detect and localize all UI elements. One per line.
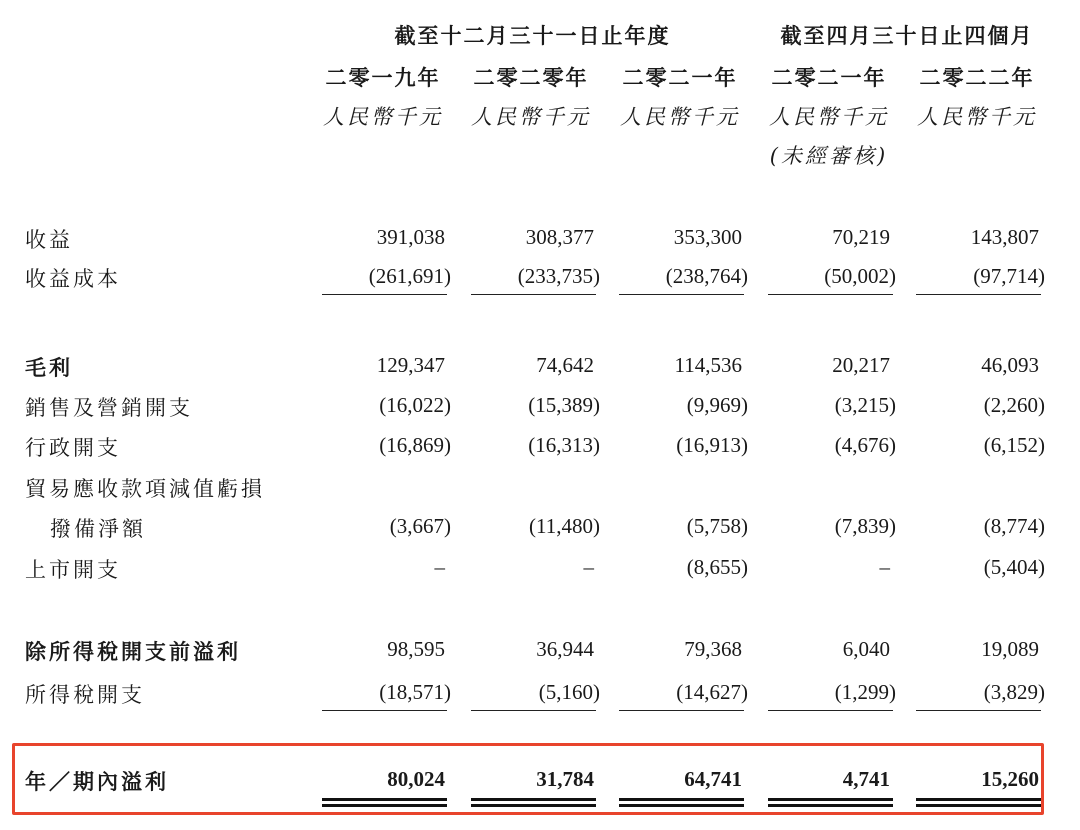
cell-revenue-4m-2022: 143,807 (970, 225, 1039, 249)
row-label-admin-expenses: 行政開支 (25, 436, 121, 460)
cell-listing-2019: – (434, 555, 445, 579)
row-label-cost-of-revenue: 收益成本 (25, 267, 121, 291)
cell-selling-4m-2022: (2,260) (983, 393, 1045, 417)
cell-listing-4m-2021: – (879, 555, 890, 579)
cell-gross-2019: 129,347 (376, 353, 445, 377)
cell-pbt-4m-2021: 6,040 (842, 637, 890, 661)
header-unit-2019: 人民幣千元 (323, 105, 443, 129)
cell-gross-4m-2021: 20,217 (832, 353, 890, 377)
header-unaudited-note: (未經審核) (769, 144, 889, 168)
cell-selling-2019: (16,022) (379, 393, 451, 417)
profit-highlight-box (12, 743, 1044, 815)
cell-provision-4m-2022: (8,774) (983, 514, 1045, 538)
row-label-provision-net: 撥備淨額 (50, 517, 146, 541)
cell-provision-2020: (11,480) (529, 514, 600, 538)
cell-admin-2019: (16,869) (379, 433, 451, 457)
cell-cost-2020: (233,735) (517, 264, 600, 288)
header-unit-2022-four-months: 人民幣千元 (917, 105, 1037, 129)
rule-cost-2019 (322, 294, 447, 295)
rule-tax-4m-2021 (768, 710, 893, 711)
cell-profit-2020: 31,784 (536, 767, 594, 791)
cell-cost-4m-2022: (97,714) (973, 264, 1045, 288)
row-label-impairment: 貿易應收款項減值虧損 (25, 477, 265, 501)
rule-tax-2019 (322, 710, 447, 711)
header-year-2021: 二零二一年 (622, 65, 738, 90)
rule-tax-4m-2022 (916, 710, 1041, 711)
cell-admin-2020: (16,313) (528, 433, 600, 457)
cell-tax-2020: (5,160) (538, 680, 600, 704)
row-label-revenue: 收益 (25, 228, 73, 252)
cell-pbt-2021: 79,368 (684, 637, 742, 661)
rule-tax-2020 (471, 710, 596, 711)
header-year-2020: 二零二零年 (473, 65, 589, 90)
cell-admin-4m-2022: (6,152) (983, 433, 1045, 457)
header-year-2019: 二零一九年 (325, 65, 441, 90)
cell-tax-4m-2021: (1,299) (834, 680, 896, 704)
cell-tax-4m-2022: (3,829) (983, 680, 1045, 704)
rule-cost-2020 (471, 294, 596, 295)
cell-selling-2020: (15,389) (528, 393, 600, 417)
row-label-gross-profit: 毛利 (25, 355, 73, 380)
row-label-selling-expenses: 銷售及營銷開支 (25, 396, 193, 420)
rule-cost-4m-2022 (916, 294, 1041, 295)
cell-provision-2021: (5,758) (686, 514, 748, 538)
rule-cost-4m-2021 (768, 294, 893, 295)
row-label-profit-before-tax: 除所得稅開支前溢利 (25, 639, 241, 664)
cell-provision-4m-2021: (7,839) (834, 514, 896, 538)
cell-cost-2021: (238,764) (665, 264, 748, 288)
rule-cost-2021 (619, 294, 744, 295)
cell-revenue-2021: 353,300 (673, 225, 742, 249)
cell-revenue-4m-2021: 70,219 (832, 225, 890, 249)
cell-pbt-4m-2022: 19,089 (981, 637, 1039, 661)
cell-revenue-2019: 391,038 (376, 225, 445, 249)
rule-tax-2021 (619, 710, 744, 711)
header-group-annual: 截至十二月三十一日止年度 (394, 23, 671, 48)
row-label-income-tax: 所得稅開支 (25, 683, 145, 707)
cell-tax-2019: (18,571) (379, 680, 451, 704)
cell-profit-4m-2022: 15,260 (981, 767, 1039, 791)
cell-listing-2021: (8,655) (686, 555, 748, 579)
cell-selling-4m-2021: (3,215) (834, 393, 896, 417)
row-label-listing-expenses: 上市開支 (25, 558, 121, 582)
cell-revenue-2020: 308,377 (525, 225, 594, 249)
cell-tax-2021: (14,627) (676, 680, 748, 704)
cell-pbt-2019: 98,595 (387, 637, 445, 661)
cell-profit-4m-2021: 4,741 (842, 767, 890, 791)
cell-pbt-2020: 36,944 (536, 637, 594, 661)
cell-gross-4m-2022: 46,093 (981, 353, 1039, 377)
cell-listing-2020: – (583, 555, 594, 579)
cell-profit-2021: 64,741 (684, 767, 742, 791)
cell-selling-2021: (9,969) (686, 393, 748, 417)
cell-gross-2020: 74,642 (536, 353, 594, 377)
header-year-2021-four-months: 二零二一年 (771, 65, 887, 90)
cell-provision-2019: (3,667) (389, 514, 451, 538)
header-unit-2021: 人民幣千元 (620, 105, 740, 129)
row-label-profit-for-period: 年／期內溢利 (25, 769, 169, 794)
cell-cost-4m-2021: (50,002) (824, 264, 896, 288)
cell-cost-2019: (261,691) (368, 264, 451, 288)
cell-admin-2021: (16,913) (676, 433, 748, 457)
header-unit-2020: 人民幣千元 (471, 105, 591, 129)
header-year-2022-four-months: 二零二二年 (919, 65, 1035, 90)
cell-admin-4m-2021: (4,676) (834, 433, 896, 457)
header-unit-2021-four-months: 人民幣千元 (769, 105, 889, 129)
cell-profit-2019: 80,024 (387, 767, 445, 791)
cell-gross-2021: 114,536 (674, 353, 742, 377)
header-group-four-months: 截至四月三十日止四個月 (780, 23, 1034, 48)
cell-listing-4m-2022: (5,404) (983, 555, 1045, 579)
